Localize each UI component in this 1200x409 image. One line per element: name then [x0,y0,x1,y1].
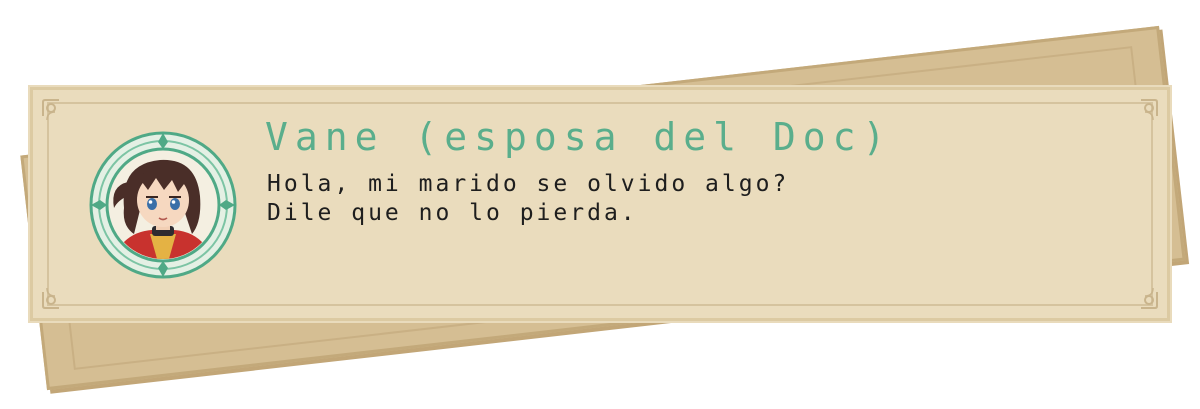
speaker-name: Vane (esposa del Doc) [265,115,893,159]
dialogue-line: Hola, mi marido se olvido algo? [267,171,790,197]
dialogue-text [267,170,789,228]
corner-ornament-icon [1133,96,1161,124]
corner-ornament-icon [1133,284,1161,312]
corner-ornament-icon [39,96,67,124]
character-portrait-icon [88,130,238,280]
corner-ornament-icon [39,284,67,312]
dialogue-box[interactable] [30,87,1170,321]
dialogue-line: Dile que no lo pierda. [267,200,638,226]
